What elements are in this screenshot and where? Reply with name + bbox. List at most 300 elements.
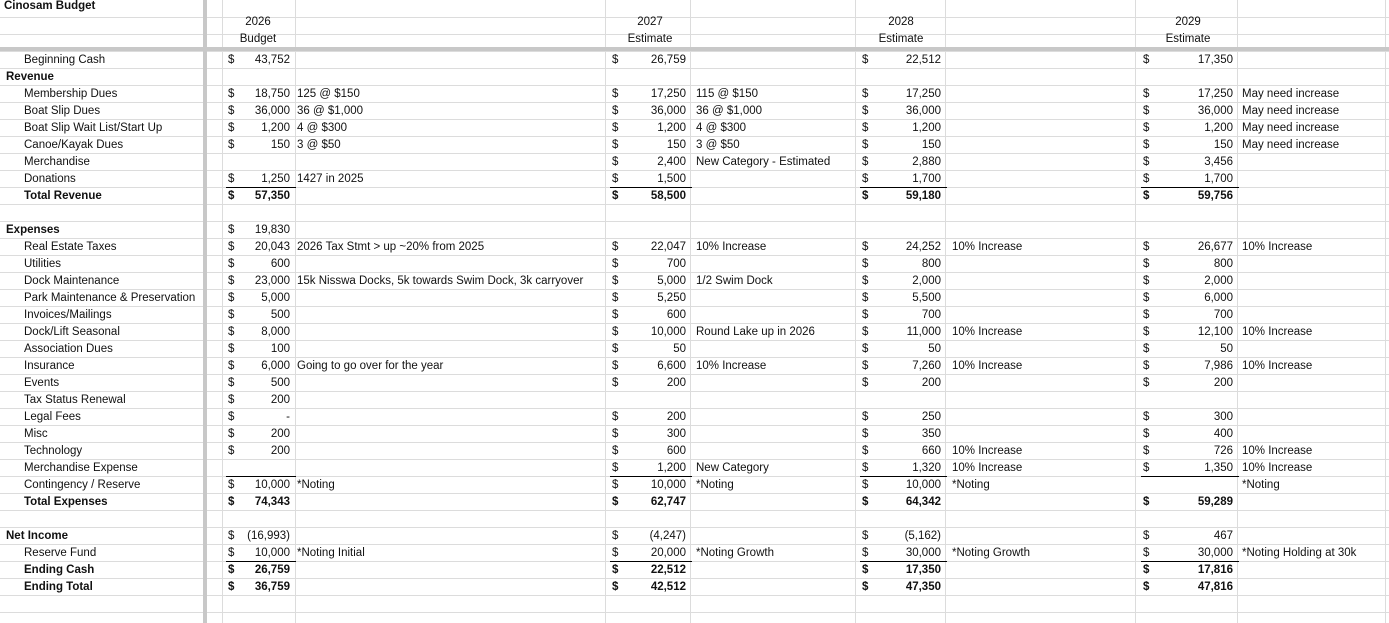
currency-symbol: $	[1143, 547, 1150, 559]
amount-cell[interactable]: 250	[921, 411, 941, 423]
note-cell[interactable]: 125 @ $150	[297, 88, 360, 100]
amount-cell[interactable]: 1,320	[912, 462, 941, 474]
amount-cell[interactable]: 19,830	[254, 224, 290, 236]
currency-symbol: $	[612, 343, 619, 355]
row-label[interactable]: Canoe/Kayak Dues	[24, 139, 124, 151]
row-label[interactable]: Ending Total	[24, 581, 93, 593]
currency-symbol: $	[1143, 139, 1150, 151]
amount-cell[interactable]: 5,500	[912, 292, 941, 304]
grid-line-horizontal	[0, 612, 1389, 613]
currency-symbol: $	[1143, 530, 1150, 542]
total-underline	[1141, 187, 1239, 188]
currency-symbol: $	[862, 496, 869, 508]
amount-cell[interactable]: 200	[270, 445, 290, 457]
amount-cell[interactable]: 700	[1213, 309, 1233, 321]
note-cell[interactable]: *Noting Holding at 30k	[1242, 547, 1357, 559]
row-label[interactable]: Events	[24, 377, 60, 389]
amount-cell[interactable]: 50	[673, 343, 686, 355]
total-underline	[1141, 476, 1239, 477]
amount-cell[interactable]: 7,260	[912, 360, 941, 372]
year-header: 2027	[637, 16, 663, 28]
currency-symbol: $	[862, 173, 869, 185]
note-cell[interactable]: 10% Increase	[696, 241, 767, 253]
amount-cell[interactable]: 600	[270, 258, 290, 270]
currency-symbol: $	[1143, 428, 1150, 440]
note-cell[interactable]: 10% Increase	[1242, 462, 1313, 474]
amount-cell[interactable]: 20,000	[650, 547, 686, 559]
amount-cell[interactable]: 800	[921, 258, 941, 270]
currency-symbol: $	[862, 139, 869, 151]
currency-symbol: $	[228, 445, 235, 457]
year-header: 2026	[245, 16, 271, 28]
amount-cell[interactable]: 6,000	[261, 360, 290, 372]
amount-cell[interactable]: 150	[1213, 139, 1233, 151]
currency-symbol: $	[862, 292, 869, 304]
currency-symbol: $	[228, 139, 235, 151]
amount-cell[interactable]: 17,250	[1197, 88, 1233, 100]
currency-symbol: $	[228, 241, 235, 253]
currency-symbol: $	[228, 326, 235, 338]
currency-symbol: $	[228, 190, 235, 202]
row-label[interactable]: Invoices/Mailings	[24, 309, 112, 321]
amount-cell[interactable]: 1,350	[1204, 462, 1233, 474]
currency-symbol: $	[228, 88, 235, 100]
year-subtitle: Estimate	[878, 33, 924, 45]
section-header[interactable]: Net Income	[6, 530, 68, 542]
total-underline	[1141, 561, 1239, 562]
row-label[interactable]: Membership Dues	[24, 88, 118, 100]
total-underline	[226, 561, 296, 562]
currency-symbol: $	[612, 88, 619, 100]
amount-cell[interactable]: 700	[666, 258, 686, 270]
note-cell[interactable]: New Category	[696, 462, 769, 474]
currency-symbol: $	[862, 275, 869, 287]
currency-symbol: $	[862, 309, 869, 321]
amount-cell[interactable]: 700	[921, 309, 941, 321]
amount-cell[interactable]: 26,759	[254, 564, 290, 576]
amount-cell[interactable]: 1,200	[261, 122, 290, 134]
amount-cell[interactable]: 62,747	[650, 496, 686, 508]
amount-cell[interactable]: (5,162)	[904, 530, 941, 542]
currency-symbol: $	[612, 326, 619, 338]
amount-cell[interactable]: 200	[270, 394, 290, 406]
amount-cell[interactable]: 26,677	[1197, 241, 1233, 253]
amount-cell[interactable]: 350	[921, 428, 941, 440]
currency-symbol: $	[228, 496, 235, 508]
currency-symbol: $	[228, 411, 235, 423]
currency-symbol: $	[862, 105, 869, 117]
amount-cell[interactable]: 5,000	[657, 275, 686, 287]
total-underline	[610, 187, 692, 188]
amount-cell[interactable]: 500	[270, 377, 290, 389]
currency-symbol: $	[228, 224, 235, 236]
total-underline	[860, 187, 947, 188]
currency-symbol: $	[862, 462, 869, 474]
currency-symbol: $	[1143, 190, 1150, 202]
currency-symbol: $	[612, 428, 619, 440]
note-cell[interactable]: 3 @ $50	[696, 139, 740, 151]
note-cell[interactable]: 10% Increase	[696, 360, 767, 372]
currency-symbol: $	[612, 258, 619, 270]
note-cell[interactable]: *Noting Growth	[952, 547, 1030, 559]
currency-symbol: $	[862, 360, 869, 372]
amount-cell[interactable]: 2,000	[1204, 275, 1233, 287]
note-cell[interactable]: *Noting	[1242, 479, 1280, 491]
row-label[interactable]: Reserve Fund	[24, 547, 97, 559]
currency-symbol: $	[1143, 309, 1150, 321]
currency-symbol: $	[862, 54, 869, 66]
amount-cell[interactable]: 36,000	[1197, 105, 1233, 117]
amount-cell[interactable]: 200	[1213, 377, 1233, 389]
currency-symbol: $	[228, 292, 235, 304]
grid-line-vertical	[1135, 0, 1136, 623]
amount-cell[interactable]: 200	[666, 411, 686, 423]
row-label[interactable]: Contingency / Reserve	[24, 479, 141, 491]
row-label[interactable]: Park Maintenance & Preservation	[24, 292, 196, 304]
currency-symbol: $	[1143, 122, 1150, 134]
currency-symbol: $	[862, 428, 869, 440]
amount-cell[interactable]: 47,350	[905, 581, 941, 593]
currency-symbol: $	[1143, 173, 1150, 185]
currency-symbol: $	[228, 394, 235, 406]
amount-cell[interactable]: 1,200	[1204, 122, 1233, 134]
currency-symbol: $	[228, 343, 235, 355]
amount-cell[interactable]: 2,880	[912, 156, 941, 168]
currency-symbol: $	[1143, 326, 1150, 338]
note-cell[interactable]: *Noting	[297, 479, 335, 491]
currency-symbol: $	[1143, 88, 1150, 100]
currency-symbol: $	[612, 292, 619, 304]
amount-cell[interactable]: 150	[666, 139, 686, 151]
note-cell[interactable]: 10% Increase	[952, 445, 1023, 457]
row-label[interactable]: Total Revenue	[24, 190, 102, 202]
amount-cell[interactable]: 30,000	[1197, 547, 1233, 559]
amount-cell[interactable]: 36,000	[650, 105, 686, 117]
note-cell[interactable]: 10% Increase	[1242, 326, 1313, 338]
amount-cell[interactable]: 800	[1213, 258, 1233, 270]
amount-cell[interactable]: 10,000	[254, 547, 290, 559]
currency-symbol: $	[1143, 292, 1150, 304]
year-subtitle: Estimate	[1165, 33, 1211, 45]
currency-symbol: $	[612, 581, 619, 593]
amount-cell[interactable]: 17,250	[650, 88, 686, 100]
amount-cell[interactable]: 6,000	[1204, 292, 1233, 304]
currency-symbol: $	[612, 445, 619, 457]
amount-cell[interactable]: 2,400	[657, 156, 686, 168]
amount-cell[interactable]: 6,600	[657, 360, 686, 372]
amount-cell[interactable]: 1,250	[261, 173, 290, 185]
row-label[interactable]: Beginning Cash	[24, 54, 106, 66]
note-cell[interactable]: *Noting	[952, 479, 990, 491]
currency-symbol: $	[612, 275, 619, 287]
grid-line-vertical	[945, 0, 946, 623]
amount-cell[interactable]: 59,756	[1197, 190, 1233, 202]
row-label[interactable]: Tax Status Renewal	[24, 394, 126, 406]
currency-symbol: $	[862, 156, 869, 168]
year-subtitle: Budget	[239, 33, 277, 45]
grid-line-vertical	[690, 0, 691, 623]
currency-symbol: $	[1143, 343, 1150, 355]
note-cell[interactable]: Round Lake up in 2026	[696, 326, 815, 338]
year-header: 2028	[888, 16, 914, 28]
note-cell[interactable]: 10% Increase	[1242, 241, 1313, 253]
amount-cell[interactable]: 150	[270, 139, 290, 151]
currency-symbol: $	[612, 360, 619, 372]
total-underline	[610, 476, 692, 477]
note-cell[interactable]: 10% Increase	[952, 360, 1023, 372]
amount-cell[interactable]: 22,512	[905, 54, 941, 66]
amount-cell[interactable]: 1,200	[657, 462, 686, 474]
amount-cell[interactable]: 59,180	[905, 190, 941, 202]
note-cell[interactable]: 10% Increase	[952, 326, 1023, 338]
amount-cell[interactable]: 1,200	[657, 122, 686, 134]
amount-cell[interactable]: 7,986	[1204, 360, 1233, 372]
currency-symbol: $	[228, 428, 235, 440]
currency-symbol: $	[862, 377, 869, 389]
currency-symbol: $	[228, 309, 235, 321]
currency-symbol: $	[862, 343, 869, 355]
note-cell[interactable]: *Noting Initial	[297, 547, 365, 559]
amount-cell[interactable]: 1,500	[657, 173, 686, 185]
currency-symbol: $	[228, 530, 235, 542]
amount-cell[interactable]: 20,043	[254, 241, 290, 253]
amount-cell[interactable]: 36,759	[254, 581, 290, 593]
amount-cell[interactable]: 17,250	[905, 88, 941, 100]
note-cell[interactable]: 10% Increase	[1242, 360, 1313, 372]
currency-symbol: $	[1143, 581, 1150, 593]
note-cell[interactable]: Going to go over for the year	[297, 360, 444, 372]
row-label[interactable]: Technology	[24, 445, 83, 457]
note-cell[interactable]: 10% Increase	[952, 241, 1023, 253]
amount-cell[interactable]: 24,252	[905, 241, 941, 253]
currency-symbol: $	[862, 88, 869, 100]
amount-cell[interactable]: 1,700	[912, 173, 941, 185]
total-underline	[860, 476, 947, 477]
row-label[interactable]: Merchandise	[24, 156, 90, 168]
currency-symbol: $	[228, 173, 235, 185]
amount-cell[interactable]: 2,000	[912, 275, 941, 287]
note-cell[interactable]: May need increase	[1242, 139, 1340, 151]
currency-symbol: $	[228, 258, 235, 270]
note-cell[interactable]: 1/2 Swim Dock	[696, 275, 773, 287]
currency-symbol: $	[228, 54, 235, 66]
note-cell[interactable]: May need increase	[1242, 88, 1340, 100]
row-label[interactable]: Total Expenses	[24, 496, 108, 508]
amount-cell[interactable]: 22,047	[650, 241, 686, 253]
note-cell[interactable]: 36 @ $1,000	[297, 105, 364, 117]
currency-symbol: $	[612, 173, 619, 185]
currency-symbol: $	[612, 54, 619, 66]
currency-symbol: $	[862, 445, 869, 457]
amount-cell[interactable]: 57,350	[254, 190, 290, 202]
note-cell[interactable]: 4 @ $300	[297, 122, 348, 134]
currency-symbol: $	[612, 139, 619, 151]
amount-cell[interactable]	[1143, 477, 1233, 494]
amount-cell[interactable]: 660	[921, 445, 941, 457]
currency-symbol: $	[228, 581, 235, 593]
note-cell[interactable]: 10% Increase	[952, 462, 1023, 474]
row-label[interactable]: Association Dues	[24, 343, 113, 355]
amount-cell[interactable]: 200	[921, 377, 941, 389]
row-label[interactable]: Boat Slip Dues	[24, 105, 101, 117]
amount-cell[interactable]: 300	[1213, 411, 1233, 423]
note-cell[interactable]: 3 @ $50	[297, 139, 341, 151]
amount-cell[interactable]: 42,512	[650, 581, 686, 593]
amount-cell[interactable]: 5,000	[261, 292, 290, 304]
amount-cell[interactable]: 59,289	[1197, 496, 1233, 508]
amount-cell[interactable]: 36,000	[905, 105, 941, 117]
amount-cell[interactable]: 26,759	[650, 54, 686, 66]
row-label[interactable]: Real Estate Taxes	[24, 241, 117, 253]
currency-symbol: $	[228, 377, 235, 389]
amount-cell[interactable]: 5,250	[657, 292, 686, 304]
amount-cell[interactable]: 200	[666, 377, 686, 389]
amount-cell[interactable]: 47,816	[1197, 581, 1233, 593]
total-underline	[610, 561, 692, 562]
amount-cell[interactable]: 10,000	[650, 479, 686, 491]
currency-symbol: $	[862, 326, 869, 338]
currency-symbol: $	[612, 156, 619, 168]
currency-symbol: $	[862, 241, 869, 253]
note-cell[interactable]: May need increase	[1242, 105, 1340, 117]
currency-symbol: $	[228, 105, 235, 117]
amount-cell[interactable]: 500	[270, 309, 290, 321]
amount-cell[interactable]: 11,000	[906, 326, 941, 338]
currency-symbol: $	[228, 564, 235, 576]
currency-symbol: $	[612, 496, 619, 508]
grid-line-vertical	[295, 0, 296, 623]
note-cell[interactable]: *Noting	[696, 479, 734, 491]
amount-cell[interactable]: 23,000	[254, 275, 290, 287]
currency-symbol: $	[1143, 496, 1150, 508]
row-label[interactable]: Ending Cash	[24, 564, 95, 576]
grid-line-vertical	[1237, 0, 1238, 623]
currency-symbol: $	[862, 547, 869, 559]
amount-cell[interactable]: (4,247)	[649, 530, 686, 542]
amount-cell[interactable]: -	[286, 411, 290, 423]
currency-symbol: $	[612, 462, 619, 474]
amount-cell[interactable]: 600	[666, 445, 686, 457]
currency-symbol: $	[1143, 156, 1150, 168]
amount-cell[interactable]: 1,700	[1204, 173, 1233, 185]
currency-symbol: $	[1143, 360, 1150, 372]
currency-symbol: $	[228, 275, 235, 287]
row-label[interactable]: Insurance	[24, 360, 75, 372]
amount-cell[interactable]: 400	[1213, 428, 1233, 440]
currency-symbol: $	[612, 377, 619, 389]
amount-cell[interactable]: 17,350	[905, 564, 941, 576]
currency-symbol: $	[1143, 564, 1150, 576]
amount-cell[interactable]: 300	[666, 428, 686, 440]
amount-cell[interactable]: 36,000	[254, 105, 290, 117]
amount-cell[interactable]: 50	[928, 343, 941, 355]
currency-symbol: $	[862, 479, 869, 491]
amount-cell[interactable]: 3,456	[1204, 156, 1233, 168]
amount-cell[interactable]: (16,993)	[247, 530, 290, 542]
currency-symbol: $	[612, 411, 619, 423]
amount-cell[interactable]: 64,342	[905, 496, 941, 508]
amount-cell[interactable]: 58,500	[650, 190, 686, 202]
row-label[interactable]: Dock/Lift Seasonal	[24, 326, 120, 338]
currency-symbol: $	[612, 530, 619, 542]
currency-symbol: $	[612, 564, 619, 576]
currency-symbol: $	[862, 122, 869, 134]
currency-symbol: $	[228, 122, 235, 134]
currency-symbol: $	[228, 479, 235, 491]
currency-symbol: $	[862, 581, 869, 593]
note-cell[interactable]: 15k Nisswa Docks, 5k towards Swim Dock, 3k carryover	[297, 275, 584, 287]
amount-cell[interactable]: 10,000	[905, 479, 941, 491]
currency-symbol: $	[1143, 241, 1150, 253]
currency-symbol: $	[1143, 445, 1150, 457]
currency-symbol: $	[228, 547, 235, 559]
currency-symbol: $	[612, 122, 619, 134]
row-label[interactable]: Merchandise Expense	[24, 462, 138, 474]
note-cell[interactable]: 2026 Tax Stmt > up ~20% from 2025	[297, 241, 485, 253]
note-cell[interactable]: 1427 in 2025	[297, 173, 364, 185]
amount-cell[interactable]: 30,000	[905, 547, 941, 559]
currency-symbol: $	[862, 530, 869, 542]
amount-cell[interactable]: 467	[1213, 530, 1233, 542]
currency-symbol: $	[1143, 377, 1150, 389]
row-label[interactable]: Utilities	[24, 258, 62, 270]
row-label[interactable]: Dock Maintenance	[24, 275, 120, 287]
currency-symbol: $	[862, 258, 869, 270]
year-header: 2029	[1175, 16, 1201, 28]
amount-cell[interactable]: 22,512	[650, 564, 686, 576]
note-cell[interactable]: New Category - Estimated	[696, 156, 831, 168]
amount-cell[interactable]: 50	[1220, 343, 1233, 355]
row-label[interactable]: Legal Fees	[24, 411, 81, 423]
amount-cell[interactable]: 8,000	[261, 326, 290, 338]
note-cell[interactable]: 10% Increase	[1242, 445, 1313, 457]
amount-cell[interactable]: 74,343	[254, 496, 290, 508]
section-header[interactable]: Expenses	[6, 224, 60, 236]
amount-cell[interactable]: 43,752	[254, 54, 290, 66]
currency-symbol: $	[1143, 54, 1150, 66]
amount-cell[interactable]: 10,000	[650, 326, 686, 338]
note-cell[interactable]: 115 @ $150	[696, 88, 758, 100]
amount-cell[interactable]: 17,816	[1197, 564, 1233, 576]
row-label[interactable]: Misc	[24, 428, 48, 440]
amount-cell[interactable]: 18,750	[254, 88, 290, 100]
currency-symbol: $	[612, 190, 619, 202]
amount-cell[interactable]: 10,000	[254, 479, 290, 491]
amount-cell[interactable]: 100	[270, 343, 290, 355]
note-cell[interactable]: 4 @ $300	[696, 122, 747, 134]
currency-symbol: $	[612, 309, 619, 321]
amount-cell[interactable]: 1,200	[912, 122, 941, 134]
currency-symbol: $	[1143, 258, 1150, 270]
section-header[interactable]: Revenue	[6, 71, 54, 83]
note-cell[interactable]: 36 @ $1,000	[696, 105, 763, 117]
amount-cell[interactable]: 17,350	[1197, 54, 1233, 66]
amount-cell[interactable]: 200	[270, 428, 290, 440]
row-label[interactable]: Donations	[24, 173, 76, 185]
sheet-title: Cinosam Budget	[4, 0, 96, 12]
amount-cell[interactable]: 12,100	[1197, 326, 1233, 338]
amount-cell[interactable]: 150	[921, 139, 941, 151]
currency-symbol: $	[862, 190, 869, 202]
row-label[interactable]: Boat Slip Wait List/Start Up	[24, 122, 163, 134]
currency-symbol: $	[612, 547, 619, 559]
note-cell[interactable]: May need increase	[1242, 122, 1340, 134]
total-underline	[226, 476, 296, 477]
note-cell[interactable]: *Noting Growth	[696, 547, 774, 559]
currency-symbol: $	[862, 564, 869, 576]
amount-cell[interactable]: 726	[1213, 445, 1233, 457]
amount-cell[interactable]: 600	[666, 309, 686, 321]
